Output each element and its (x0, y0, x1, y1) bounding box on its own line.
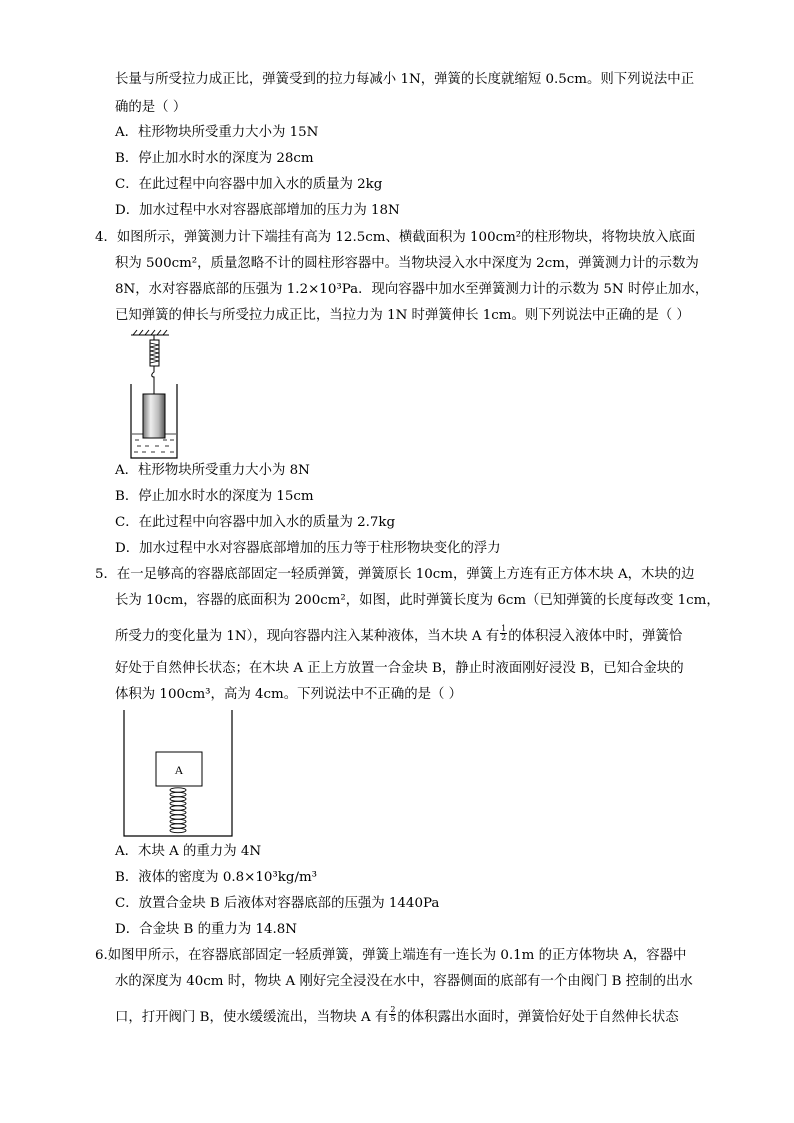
q3-option-c: C．在此过程中向容器中加入水的质量为 2kg (115, 177, 383, 192)
q5-stem-line4: 好处于自然伸长状态；在木块 A 正上方放置一合金块 B，静止时液面刚好浸没 B，已知合金块的 (115, 661, 684, 676)
q5-stem-line3 (115, 624, 683, 647)
spring-scale-hook (152, 366, 154, 394)
q3-stem-line2: 确的是（ ） (115, 100, 187, 115)
q5-line3-part2: 的体积浸入液体中时，弹簧恰 (508, 629, 683, 644)
q4-option-a: A．柱形物块所受重力大小为 8N (115, 463, 310, 478)
q6-stem-line1: 6.如图甲所示，在容器底部固定一轻质弹簧，弹簧上端连有一连长为 0.1m 的正方体物块 A，容器中 (95, 948, 687, 963)
q4-option-d: D．加水过程中水对容器底部增加的压力等于柱形物块变化的浮力 (115, 541, 501, 556)
q3-stem-line1: 长量与所受拉力成正比，弹簧受到的拉力每减小 1N，弹簧的长度就缩短 0.5cm。则下列说法中正 (115, 72, 695, 87)
q5-stem-line5: 体积为 100cm³，高为 4cm。下列说法中不正确的是（ ） (115, 687, 463, 702)
q5-line3-part1: 所受力的变化量为 1N），现向容器内注入某种液体，当木块 A 有 (115, 629, 500, 644)
spring-icon (170, 788, 186, 833)
q6-fraction-numerator: 2 (390, 1005, 396, 1014)
q5-option-c: C．放置合金块 B 后液体对容器底部的压强为 1440Pa (115, 896, 440, 911)
q5-fraction-denominator: 2 (501, 633, 507, 642)
q3-option-b: B．停止加水时水的深度为 28cm (115, 151, 314, 166)
q4-option-c: C．在此过程中向容器中加入水的质量为 2.7kg (115, 515, 396, 530)
q5-stem-line1: 5．在一足够高的容器底部固定一轻质弹簧，弹簧原长 10cm，弹簧上方连有正方体木块 A，木块的边 (95, 567, 695, 582)
q5-fraction-numerator: 1 (501, 624, 507, 633)
cylinder-block (143, 394, 165, 438)
q6-stem-line3 (115, 1005, 679, 1028)
q5-option-d: D．合金块 B 的重力为 14.8N (115, 922, 298, 937)
q4-stem-line2: 积为 500cm²，质量忽略不计的圆柱形容器中。当物块浸入水中深度为 2cm，弹簧测力计的示数为 (115, 256, 699, 271)
q6-line3-part2: 的体积露出水面时，弹簧恰好处于自然伸长状态 (397, 1010, 679, 1025)
q5-figure (120, 710, 238, 840)
block-a-label: A (174, 763, 184, 777)
ceiling-hatch (131, 330, 169, 335)
q5-option-b: B．液体的密度为 0.8×10³kg/m³ (115, 870, 318, 885)
q4-figure (125, 328, 190, 463)
q4-stem-line3: 8N，水对容器底部的压强为 1.2×10³Pa．现向容器中加水至弹簧测力计的示数为 5N 时停止加水， (115, 282, 709, 297)
q6-fraction-denominator: 5 (390, 1014, 396, 1023)
q5-fraction (500, 625, 507, 642)
q4-stem-line1: 4．如图所示，弹簧测力计下端挂有高为 12.5cm、横截面积为 100cm²的柱形物块，将物块放入底面 (95, 230, 696, 245)
q4-stem-line4: 已知弹簧的伸长与所受拉力成正比，当拉力为 1N 时弹簧伸长 1cm。则下列说法中正确的是（ ） (115, 308, 690, 323)
q3-option-a: A．柱形物块所受重力大小为 15N (115, 125, 319, 140)
q6-stem-line2: 水的深度为 40cm 时，物块 A 刚好完全浸没在水中，容器侧面的底部有一个由阀门 B 控制的出水 (115, 974, 693, 989)
q6-line3-part1: 口，打开阀门 B，使水缓缓流出，当物块 A 有 (115, 1010, 389, 1025)
q3-option-d: D．加水过程中水对容器底部增加的压力为 18N (115, 203, 400, 218)
q6-fraction (389, 1006, 396, 1023)
q5-stem-line2: 长为 10cm，容器的底面积为 200cm²，如图，此时弹簧长度为 6cm（已知弹簧的长度每改变 1cm， (115, 593, 720, 608)
q4-option-b: B．停止加水时水的深度为 15cm (115, 489, 314, 504)
q5-option-a: A．木块 A 的重力为 4N (115, 844, 262, 859)
